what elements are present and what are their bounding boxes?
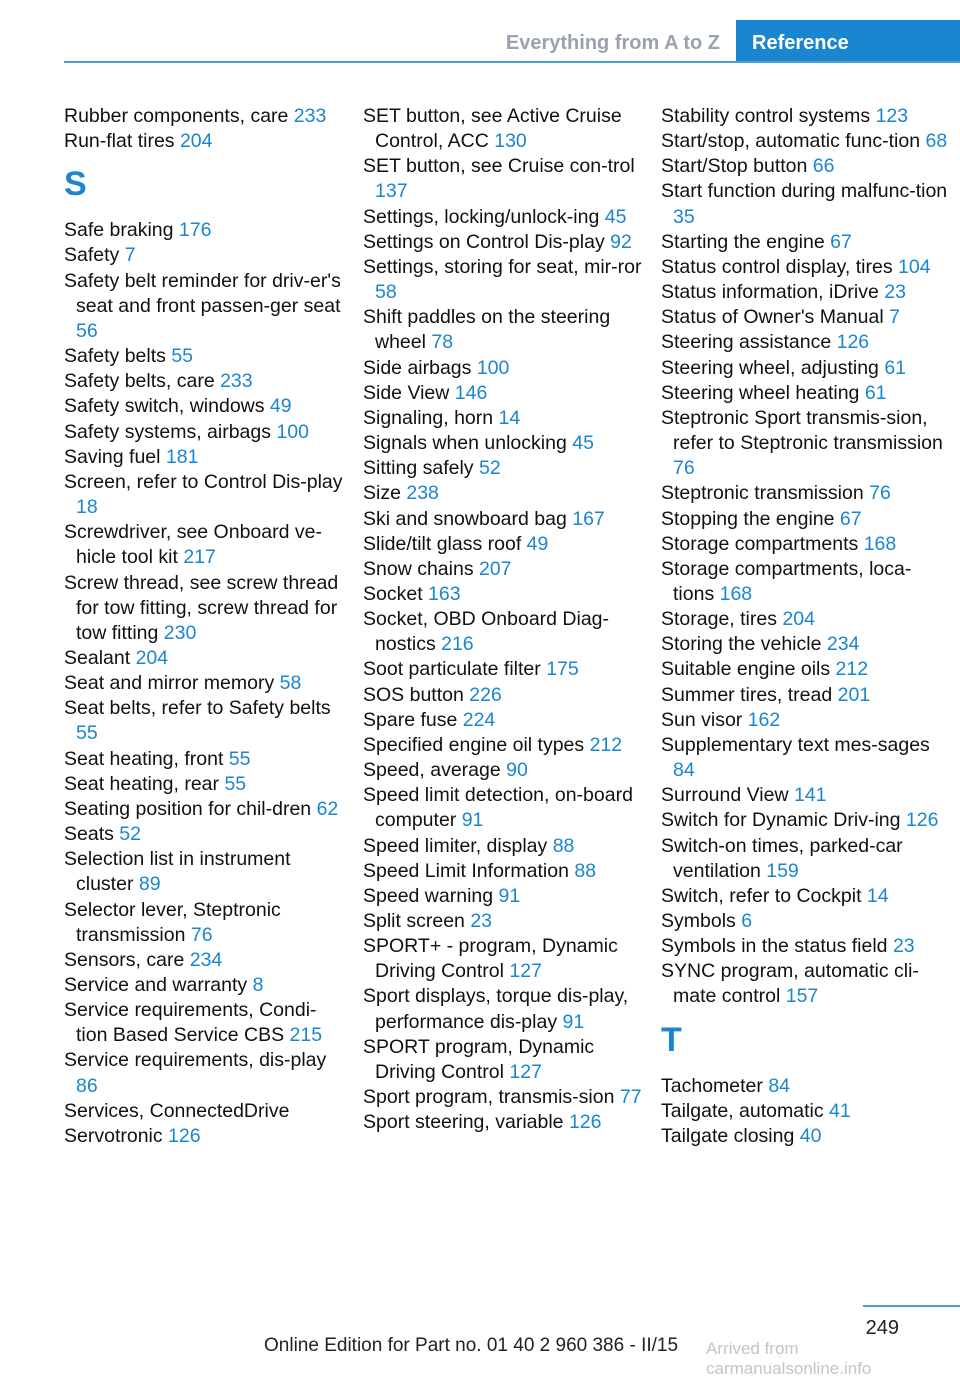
- page-reference-link[interactable]: 41: [829, 1099, 851, 1122]
- page-reference-link[interactable]: 66: [812, 155, 835, 178]
- index-entry: [363, 934, 643, 984]
- index-entry-term: Storage compartments: [661, 532, 864, 555]
- index-entry-term: Screw thread, see screw thread for tow fitting, screw thread for tow fitting: [64, 571, 339, 644]
- watermark: Arrived from carmanualsonline.info: [706, 1339, 872, 1378]
- index-entry-term: Status information, iDrive: [661, 281, 885, 304]
- page-reference-link[interactable]: 224: [462, 708, 496, 731]
- page-reference-link[interactable]: 157: [785, 985, 819, 1008]
- index-entry-term: Storage, tires: [661, 608, 783, 631]
- index-entry: [64, 369, 344, 394]
- index-entry-term: Safety: [64, 244, 125, 267]
- page-reference-link[interactable]: 127: [509, 960, 542, 983]
- index-entry: [661, 708, 951, 733]
- index-entry: [363, 205, 643, 230]
- index-entry-term: Status control display, tires: [661, 255, 898, 278]
- index-entry: [363, 984, 643, 1034]
- index-column-2: [363, 104, 643, 1135]
- index-entry-term: Side airbags: [363, 356, 477, 379]
- index-entry: [661, 330, 951, 355]
- index-entry: [661, 305, 951, 330]
- index-entry-term: Steering assistance: [661, 331, 837, 354]
- index-entry-term: Start function during malfunc-tion: [661, 180, 948, 203]
- index-entry-term: Switch-on times, parked-car ventilation: [661, 834, 903, 882]
- index-entry: [363, 532, 643, 557]
- index-entry: [64, 898, 344, 948]
- index-entry: [64, 269, 344, 344]
- page-reference-link[interactable]: 7: [889, 306, 900, 329]
- page-reference-link[interactable]: 201: [837, 683, 871, 706]
- page-reference-link[interactable]: 126: [568, 1111, 602, 1134]
- index-entry-term: Stopping the engine: [661, 507, 840, 530]
- index-entry-term: Safety belts, care: [64, 370, 221, 393]
- index-entry: [661, 909, 951, 934]
- page-reference-link[interactable]: 56: [76, 319, 98, 342]
- index-entry: [64, 344, 344, 369]
- page-reference-link[interactable]: 233: [220, 370, 253, 393]
- index-entry-term: Services, ConnectedDrive: [64, 1099, 290, 1122]
- index-entry: [661, 1099, 951, 1124]
- index-entry-term: SPORT program, Dynamic Driving Control: [363, 1035, 595, 1083]
- index-entry-term: Socket: [363, 582, 429, 605]
- page-reference-link[interactable]: 23: [892, 935, 915, 958]
- index-entry: [661, 733, 951, 783]
- page-reference-link[interactable]: 49: [269, 395, 292, 418]
- page-reference-link[interactable]: 92: [610, 230, 632, 253]
- index-entry-term: Start/Stop button: [661, 155, 813, 178]
- index-entry-term: SOS button: [363, 683, 470, 706]
- index-entry-term: Storing the vehicle: [661, 633, 827, 656]
- index-entry: [363, 557, 643, 582]
- page-reference-link[interactable]: 126: [836, 331, 870, 354]
- page-reference-link[interactable]: 84: [673, 759, 695, 782]
- index-entry: [64, 1124, 344, 1149]
- index-entry: [661, 406, 951, 481]
- page-reference-link[interactable]: 55: [171, 345, 194, 368]
- reference-tab-label: Reference: [752, 32, 849, 54]
- index-entry: [363, 230, 643, 255]
- index-entry-term: Service requirements, Condi-tion Based Service CBS: [64, 999, 317, 1047]
- index-entry: [661, 179, 951, 229]
- page-reference-link[interactable]: 167: [572, 507, 605, 530]
- page-reference-link[interactable]: 35: [673, 205, 695, 228]
- index-entry: [661, 104, 951, 129]
- page-reference-link[interactable]: 100: [476, 356, 510, 379]
- page-reference-link[interactable]: 45: [604, 205, 627, 228]
- index-entry: [64, 218, 344, 243]
- index-entry: [661, 280, 951, 305]
- page-reference-link[interactable]: 104: [898, 255, 931, 278]
- index-entry-term: Storage compartments, loca-tions: [661, 557, 912, 605]
- index-entry: [661, 884, 951, 909]
- index-entry-term: Speed limiter, display: [363, 834, 553, 857]
- index-entry-term: Speed Limit Information: [363, 859, 575, 882]
- page-reference-link[interactable]: 215: [289, 1024, 323, 1047]
- index-entry: [64, 847, 344, 897]
- index-entry-term: Specified engine oil types: [363, 733, 590, 756]
- page-reference-link[interactable]: 55: [224, 772, 247, 795]
- index-entry-term: Spare fuse: [363, 708, 463, 731]
- index-letter-heading: T: [661, 1020, 682, 1059]
- index-entry: [64, 445, 344, 470]
- index-entry: [661, 154, 951, 179]
- page-reference-link[interactable]: 58: [279, 672, 302, 695]
- index-entry: [64, 1048, 344, 1098]
- index-entry-term: Settings on Control Dis-play: [363, 230, 611, 253]
- index-entry: [64, 797, 344, 822]
- page-reference-link[interactable]: 7: [124, 244, 136, 267]
- index-entry-term: Steptronic Sport transmis-sion, refer to Steptronic transmission: [661, 406, 943, 455]
- index-entry: [363, 507, 643, 532]
- page-reference-link[interactable]: 61: [864, 381, 887, 404]
- index-entry: [363, 683, 643, 708]
- index-entry-term: Rubber components, care: [64, 105, 294, 127]
- page-reference-link[interactable]: 52: [119, 823, 141, 846]
- page-reference-link[interactable]: 76: [190, 923, 213, 946]
- page-reference-link[interactable]: 76: [869, 482, 891, 505]
- page-reference-link[interactable]: 130: [494, 130, 527, 153]
- page-reference-link[interactable]: 76: [673, 457, 695, 480]
- page-reference-link[interactable]: 126: [905, 809, 939, 832]
- index-entry: [661, 783, 951, 808]
- index-letter-heading: S: [64, 165, 87, 204]
- index-entry-term: Sport displays, torque dis-play, performance dis-play: [363, 985, 629, 1033]
- index-entry: [661, 683, 951, 708]
- page-reference-link[interactable]: 175: [546, 658, 579, 681]
- page-reference-link[interactable]: 68: [925, 130, 948, 153]
- index-entry: [363, 758, 643, 783]
- page-reference-link[interactable]: 141: [793, 784, 827, 807]
- index-entry-term: Selection list in instrument cluster: [64, 848, 291, 896]
- page-reference-link[interactable]: 168: [863, 532, 897, 555]
- index-entry-term: Steering wheel heating: [661, 381, 865, 404]
- index-entry-term: Switch for Dynamic Driv-ing: [661, 809, 906, 832]
- index-entry-term: Screen, refer to Control Dis-play: [64, 470, 343, 493]
- index-entry: [661, 657, 951, 682]
- index-entry-term: Settings, locking/unlock-ing: [363, 205, 605, 228]
- page-reference-link[interactable]: 137: [375, 180, 408, 203]
- index-entry: [363, 733, 643, 758]
- index-entry: [661, 532, 951, 557]
- page-reference-link[interactable]: 127: [509, 1060, 542, 1083]
- index-entry-term: Sealant: [64, 646, 136, 669]
- index-entry: [661, 507, 951, 532]
- index-entry: [363, 1110, 643, 1135]
- index-entry: [64, 571, 344, 646]
- index-entry: [661, 230, 951, 255]
- index-entry: [363, 456, 643, 481]
- page-reference-link[interactable]: 55: [76, 722, 98, 745]
- footer-rule: [863, 1305, 960, 1307]
- index-entry-term: Screwdriver, see Onboard ve-hicle tool kit: [64, 521, 322, 569]
- index-entry-term: SPORT+ - program, Dynamic Driving Control: [363, 935, 618, 983]
- page-reference-link[interactable]: 204: [782, 608, 815, 631]
- index-entry-term: Sport program, transmis-sion: [363, 1086, 620, 1109]
- index-entry-term: Safety belt reminder for driv-er's seat and front passen-ger seat: [64, 269, 341, 317]
- index-entry-term: Tailgate, automatic: [661, 1099, 830, 1122]
- page-reference-link[interactable]: 146: [454, 381, 488, 404]
- index-entry-term: Saving fuel: [64, 445, 166, 468]
- index-entry-term: Suitable engine oils: [661, 658, 836, 681]
- index-entry-term: Speed, average: [363, 759, 507, 782]
- index-entry-term: Supplementary text mes-sages: [661, 733, 930, 756]
- index-entry: [363, 834, 643, 859]
- index-entry-term: Signals when unlocking: [363, 432, 573, 455]
- page-reference-link[interactable]: 204: [135, 646, 169, 669]
- index-entry-term: Soot particulate filter: [363, 658, 547, 681]
- page-reference-link[interactable]: 159: [766, 859, 799, 882]
- index-entry-term: Run-flat tires: [64, 130, 180, 153]
- index-entry: [64, 520, 344, 570]
- index-entry: [661, 129, 951, 154]
- index-entry-term: Sport steering, variable: [363, 1111, 569, 1134]
- index-entry-term: Status of Owner's Manual: [661, 306, 890, 329]
- page-reference-link[interactable]: 123: [875, 105, 909, 127]
- index-entry-term: Slide/tilt glass roof: [363, 532, 527, 555]
- page-reference-link[interactable]: 90: [506, 759, 528, 782]
- index-entry: [363, 154, 643, 204]
- index-entry: [363, 783, 643, 833]
- reference-tab: [736, 20, 960, 63]
- index-entry: [661, 959, 951, 1009]
- index-entry-term: Sun visor: [661, 708, 748, 731]
- index-entry-term: Switch, refer to Cockpit: [661, 884, 867, 907]
- page-header: [0, 0, 960, 62]
- index-entry: [64, 772, 344, 797]
- index-column-3: [661, 104, 951, 1149]
- index-entry: [363, 909, 643, 934]
- index-entry-term: Starting the engine: [661, 230, 831, 253]
- index-entry-term: Socket, OBD Onboard Diag-nostics: [363, 608, 610, 656]
- index-entry-term: Split screen: [363, 910, 471, 932]
- index-entry: [661, 557, 951, 607]
- index-entry-term: Signaling, horn: [363, 406, 499, 429]
- page-reference-link[interactable]: 89: [138, 873, 161, 896]
- index-entry: [661, 1124, 951, 1149]
- page-reference-link[interactable]: 88: [552, 834, 575, 857]
- page-reference-link[interactable]: 216: [441, 633, 474, 656]
- section-title: Everything from A to Z: [505, 32, 720, 54]
- index-entry: [363, 607, 643, 657]
- index-entry: [363, 406, 643, 431]
- page-reference-link[interactable]: 126: [168, 1124, 201, 1147]
- index-entry: [64, 470, 344, 520]
- page-reference-link[interactable]: 14: [866, 884, 889, 907]
- page-reference-link[interactable]: 162: [747, 708, 781, 731]
- page-reference-link[interactable]: 14: [498, 406, 521, 429]
- index-entry: [363, 481, 643, 506]
- index-entry-term: Snow chains: [363, 557, 479, 580]
- index-entry-term: SYNC program, automatic cli-mate control: [661, 960, 919, 1008]
- page-reference-link[interactable]: 181: [165, 445, 199, 468]
- page-reference-link[interactable]: 55: [228, 747, 251, 770]
- index-entry-term: Safe braking: [64, 219, 179, 242]
- index-entry: [661, 632, 951, 657]
- page-reference-link[interactable]: 91: [498, 884, 521, 907]
- index-entry: [64, 394, 344, 419]
- page-reference-link[interactable]: 212: [835, 658, 869, 681]
- index-entry-term: Surround View: [661, 784, 794, 807]
- index-entry: [64, 129, 344, 154]
- index-entry: [363, 104, 643, 154]
- index-entry: [363, 582, 643, 607]
- index-entry-term: SET button, see Cruise con-trol: [363, 155, 635, 178]
- index-entry-term: Servotronic: [64, 1124, 169, 1147]
- index-entry: [363, 356, 643, 381]
- page-reference-link[interactable]: 84: [768, 1074, 791, 1097]
- index-entry-term: Steering wheel, adjusting: [661, 356, 885, 379]
- page-reference-link[interactable]: 226: [469, 683, 502, 706]
- index-entry: [661, 356, 951, 381]
- index-entry-term: Settings, storing for seat, mir-ror: [363, 255, 642, 278]
- page-reference-link[interactable]: 212: [589, 733, 623, 756]
- index-entry-term: Shift paddles on the steering wheel: [363, 306, 611, 354]
- page-reference-link[interactable]: 45: [572, 432, 594, 455]
- page-reference-link[interactable]: 204: [179, 130, 213, 153]
- page-reference-link[interactable]: 207: [478, 557, 512, 580]
- index-entry: [64, 948, 344, 973]
- page-reference-link[interactable]: 18: [76, 496, 98, 519]
- index-entry-term: Stability control systems: [661, 105, 876, 127]
- page-reference-link[interactable]: 91: [461, 809, 484, 832]
- page-reference-link[interactable]: 86: [76, 1074, 98, 1097]
- index-entry: [363, 708, 643, 733]
- index-entry: [363, 859, 643, 884]
- index-entry: [661, 607, 951, 632]
- page-reference-link[interactable]: 176: [178, 219, 212, 242]
- page-reference-link[interactable]: 238: [406, 482, 439, 505]
- page-reference-link[interactable]: 61: [884, 356, 907, 379]
- index-entry: [64, 822, 344, 847]
- index-entry-term: Sitting safely: [363, 457, 479, 480]
- header-rule: [64, 61, 960, 63]
- page-reference-link[interactable]: 77: [619, 1086, 642, 1109]
- page-reference-link[interactable]: 52: [478, 457, 501, 480]
- index-entry-term: Symbols: [661, 910, 742, 932]
- index-entry-term: Seat and mirror memory: [64, 672, 280, 695]
- page-reference-link[interactable]: 91: [562, 1010, 585, 1033]
- index-entry: [363, 255, 643, 305]
- index-entry-term: Summer tires, tread: [661, 683, 838, 706]
- index-entry-term: Ski and snowboard bag: [363, 507, 573, 530]
- index-entry: [363, 305, 643, 355]
- page-reference-link[interactable]: 8: [252, 974, 264, 996]
- index-entry-term: Seat belts, refer to Safety belts: [64, 697, 331, 720]
- index-entry-term: Seating position for chil-dren: [64, 797, 317, 820]
- page-reference-link[interactable]: 163: [428, 582, 461, 605]
- index-entry-term: Tachometer: [661, 1074, 769, 1097]
- page-reference-link[interactable]: 67: [839, 507, 862, 530]
- index-entry-term: Safety switch, windows: [64, 395, 270, 418]
- page-number: 249: [865, 1317, 899, 1339]
- index-entry: [64, 696, 344, 746]
- index-entry-term: Speed limit detection, on-board computer: [363, 784, 633, 832]
- page-reference-link[interactable]: 67: [830, 230, 852, 253]
- index-entry-term: Steptronic transmission: [661, 482, 870, 505]
- index-entry-term: Speed warning: [363, 884, 499, 907]
- index-entry-term: Service and warranty: [64, 974, 253, 996]
- page-reference-link[interactable]: 62: [316, 797, 339, 820]
- index-entry: [64, 1099, 344, 1124]
- page-reference-link[interactable]: 58: [375, 281, 397, 304]
- index-entry: [363, 1035, 643, 1085]
- index-entry: [363, 381, 643, 406]
- index-entry-term: Start/stop, automatic func-tion: [661, 130, 926, 153]
- index-entry-term: Safety systems, airbags: [64, 420, 277, 443]
- page-reference-link[interactable]: 168: [719, 582, 753, 605]
- index-entry-term: Side View: [363, 381, 455, 404]
- page-reference-link[interactable]: 49: [526, 532, 549, 555]
- edition-note: Online Edition for Part no. 01 40 2 960 386 - II/15: [264, 1335, 679, 1356]
- index-entry: [363, 884, 643, 909]
- index-entry: [661, 381, 951, 406]
- index-entry: [363, 657, 643, 682]
- index-entry-term: Safety belts: [64, 345, 172, 368]
- page-reference-link[interactable]: 230: [163, 621, 197, 644]
- index-entry-term: Seats: [64, 823, 120, 846]
- index-entry: [64, 243, 344, 268]
- index-entry: [661, 481, 951, 506]
- index-entry: [64, 646, 344, 671]
- index-entry: [661, 934, 951, 959]
- index-entry-term: Selector lever, Steptronic transmission: [64, 898, 281, 946]
- index-entry: [661, 255, 951, 280]
- page-reference-link[interactable]: 233: [293, 105, 327, 127]
- index-entry-term: Size: [363, 482, 407, 505]
- index-entry-term: Seat heating, front: [64, 747, 229, 770]
- page-reference-link[interactable]: 234: [189, 948, 223, 971]
- page-reference-link[interactable]: 78: [431, 331, 454, 354]
- index-entry-term: Seat heating, rear: [64, 772, 225, 795]
- index-column-1: [64, 104, 344, 1149]
- index-entry: [64, 998, 344, 1048]
- index-entry: [64, 671, 344, 696]
- page-reference-link[interactable]: 234: [826, 633, 860, 656]
- index-entry-term: SET button, see Active Cruise Control, ACC: [363, 105, 622, 153]
- index-entry: [64, 104, 344, 129]
- page-reference-link[interactable]: 23: [884, 281, 906, 304]
- index-entry-term: Sensors, care: [64, 948, 190, 971]
- index-entry-term: Service requirements, dis-play: [64, 1049, 327, 1072]
- index-entry: [661, 1074, 951, 1099]
- page-reference-link[interactable]: 100: [276, 420, 309, 443]
- index-entry: [661, 808, 951, 833]
- index-entry: [363, 1085, 643, 1110]
- index-entry: [363, 431, 643, 456]
- page-reference-link[interactable]: 217: [183, 546, 216, 569]
- index-entry: [64, 747, 344, 772]
- page-reference-link[interactable]: 23: [470, 910, 493, 932]
- page-reference-link[interactable]: 88: [574, 859, 597, 882]
- index-entry-term: Symbols in the status field: [661, 935, 893, 958]
- page-reference-link[interactable]: 6: [741, 910, 753, 932]
- page-reference-link[interactable]: 40: [799, 1124, 822, 1147]
- index-entry-term: Tailgate closing: [661, 1124, 800, 1147]
- index-entry: [64, 973, 344, 998]
- index-entry: [64, 420, 344, 445]
- index-entry: [661, 834, 951, 884]
